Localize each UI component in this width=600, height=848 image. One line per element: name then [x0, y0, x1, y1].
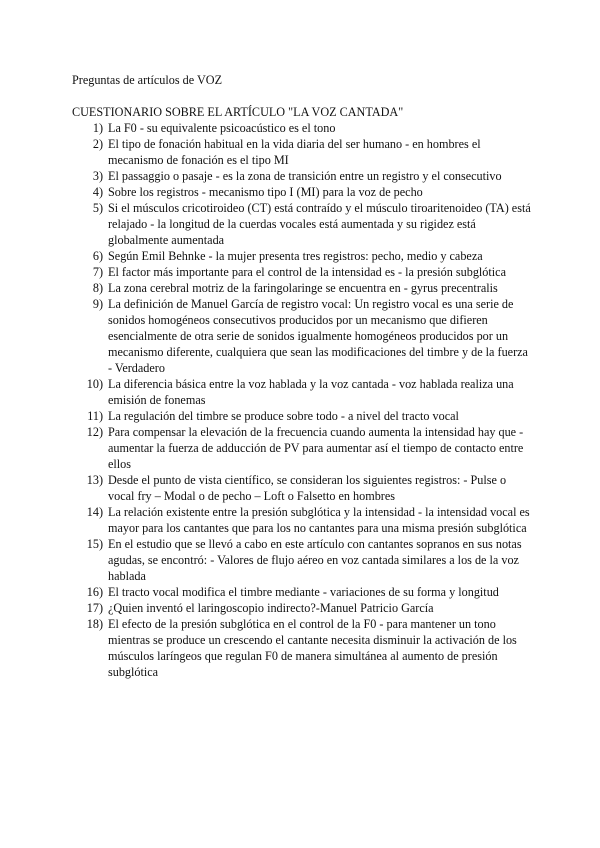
question-item [72, 472, 532, 504]
question-text: Para compensar la elevación de la frecuencia cuando aumenta la intensidad hay que - aumentar la fuerza de adducción de PV para aumentar así el tiempo de contacto entre ellos [108, 425, 524, 471]
question-text: La zona cerebral motriz de la faringolaringe se encuentra en - gyrus precentralis [108, 281, 498, 295]
question-text: Desde el punto de vista científico, se consideran los siguientes registros: - Pulse o vocal fry – Modal o de pecho – Loft o Falsetto en hombres [108, 473, 507, 503]
question-list [72, 120, 532, 680]
question-item [72, 296, 532, 376]
question-text: Si el músculos cricotiroideo (CT) está contraído y el músculo tiroaritenoideo (TA) está relajado - la longitud de la cuerdas vocales está aumentada y su rigidez está globalmente aumentada [108, 201, 531, 247]
question-number: 15) [86, 537, 103, 551]
question-item [72, 616, 532, 680]
question-text: Sobre los registros - mecanismo tipo I (MI) para la voz de pecho [108, 185, 423, 199]
question-text: Según Emil Behnke - la mujer presenta tres registros: pecho, medio y cabeza [108, 249, 483, 263]
question-text: El tipo de fonación habitual en la vida diaria del ser humano - en hombres el mecanismo de fonación es el tipo MI [108, 137, 481, 167]
question-text: En el estudio que se llevó a cabo en este artículo con cantantes sopranos en sus notas agudas, se encontró: - Valores de flujo aéreo en voz cantada similares a los de la voz hablada [108, 537, 522, 583]
question-item [72, 424, 532, 472]
question-number: 7) [92, 265, 103, 279]
question-item [72, 408, 532, 424]
question-item [72, 600, 532, 616]
question-text: La definición de Manuel García de registro vocal: Un registro vocal es una serie de sonidos homogéneos consecutivos producidos por un mecanismo que difieren esencialmente de otra serie de sonidos igualmente homogéneos producidos por un mecanismo diferente, cualquiera que sean las modificaciones del timbre y de la fuerza - Verdadero [108, 297, 528, 375]
questionnaire-title: CUESTIONARIO SOBRE EL ARTÍCULO "LA VOZ CANTADA" [72, 105, 404, 119]
question-number: 17) [86, 601, 103, 615]
question-number: 11) [87, 409, 103, 423]
question-item [72, 248, 532, 264]
question-number: 18) [86, 617, 103, 631]
question-number: 3) [92, 169, 103, 183]
question-text: La F0 - su equivalente psicoacústico es el tono [108, 121, 336, 135]
question-number: 14) [86, 505, 103, 519]
question-number: 12) [86, 425, 103, 439]
document-heading: Preguntas de artículos de VOZ [72, 73, 223, 87]
question-item [72, 168, 532, 184]
question-number: 5) [92, 201, 103, 215]
question-text: La regulación del timbre se produce sobre todo - a nivel del tracto vocal [108, 409, 459, 423]
question-number: 4) [92, 185, 103, 199]
question-number: 9) [92, 297, 103, 311]
question-item [72, 264, 532, 280]
question-item [72, 504, 532, 536]
question-text: El efecto de la presión subglótica en el control de la F0 - para mantener un tono mientras se produce un crescendo el cantante necesita disminuir la activación de los músculos laríngeos que regulan F0 de manera simultánea al aumento de presión subglótica [108, 617, 517, 679]
question-text: La diferencia básica entre la voz hablada y la voz cantada - voz hablada realiza una emisión de fonemas [108, 377, 514, 407]
question-text: El factor más importante para el control de la intensidad es - la presión subglótica [108, 265, 506, 279]
question-number: 13) [86, 473, 103, 487]
question-number: 6) [92, 249, 103, 263]
question-text: La relación existente entre la presión subglótica y la intensidad - la intensidad vocal es mayor para los cantantes que para los no cantantes para una misma presión subglótica [108, 505, 530, 535]
question-item [72, 200, 532, 248]
question-item [72, 184, 532, 200]
question-text: El tracto vocal modifica el timbre mediante - variaciones de su forma y longitud [108, 585, 499, 599]
question-number: 2) [92, 137, 103, 151]
question-item [72, 280, 532, 296]
question-number: 8) [92, 281, 103, 295]
question-item [72, 120, 532, 136]
question-text: ¿Quien inventó el laringoscopio indirecto?-Manuel Patricio García [108, 601, 434, 615]
question-number: 10) [86, 377, 103, 391]
question-number: 1) [92, 121, 103, 135]
question-item [72, 376, 532, 408]
question-number: 16) [86, 585, 103, 599]
question-text: El passaggio o pasaje - es la zona de transición entre un registro y el consecutivo [108, 169, 502, 183]
question-item [72, 584, 532, 600]
question-item [72, 136, 532, 168]
question-item [72, 536, 532, 584]
